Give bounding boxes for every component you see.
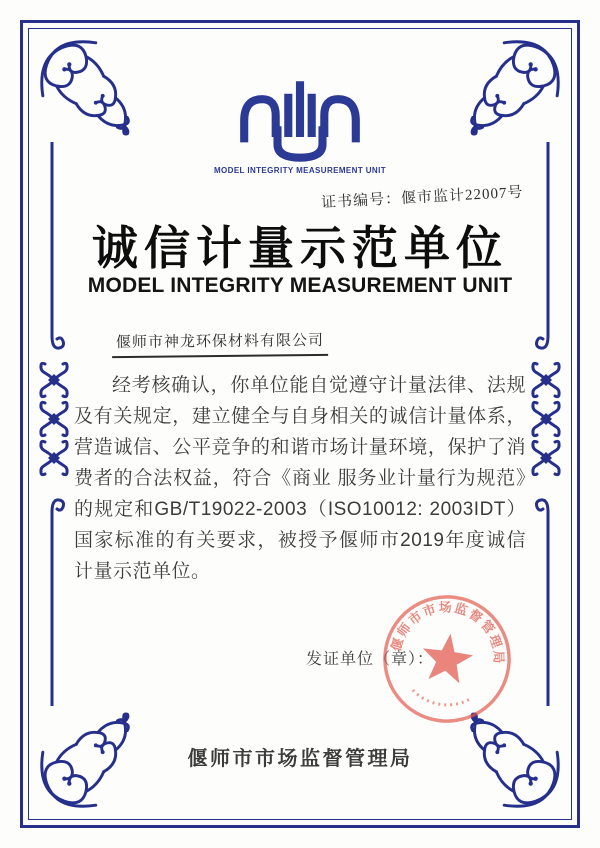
- page-title-english: MODEL INTEGRITY MEASUREMENT UNIT: [87, 274, 513, 297]
- certificate-number: [321, 181, 524, 213]
- issuer-label: 发证单位（章）：: [306, 651, 435, 668]
- logo-wordmark: MODEL INTEGRITY MEASUREMENT UNIT: [213, 166, 387, 175]
- certificate-number-value: 偃市监计22007号: [401, 184, 525, 208]
- butterfly-motif-icon: [32, 438, 76, 478]
- mim-emblem-icon: [225, 74, 375, 164]
- side-rail-icon: [46, 494, 66, 706]
- butterfly-motif-icon: [32, 399, 76, 439]
- corner-flourish-icon: [33, 33, 139, 139]
- butterfly-motif-icon: [32, 360, 76, 400]
- seal-arc-text: 偃师市市场监督管理局: [388, 599, 507, 666]
- issuing-authority-name: 偃师市市场监督管理局: [187, 748, 413, 770]
- certificate-number-label: 证书编号：: [321, 191, 403, 212]
- butterfly-motif-icon: [524, 399, 568, 439]
- corner-flourish-icon: [461, 33, 567, 139]
- official-seal-icon: [369, 581, 525, 737]
- page-title: 诚信计量示范单位: [92, 223, 508, 274]
- side-rail-icon: [534, 494, 554, 706]
- certificate-body-text: 经考核确认，你单位能自觉遵守计量法律、法规及有关规定，建立健全与自身相关的诚信计量体系，营造诚信、公平竞争的和谐市场计量环境，保护了消费者的合法权益，符合《商业 服务业计量行为规范》的规定和GB/T19022-2003（ISO10012: 2003IDT）国家标准的有关要求，被授予偃师市2019年度诚信计量示范单位。: [74, 375, 526, 582]
- recipient-company-name: 偃师市神龙环保材料有限公司: [112, 329, 328, 358]
- butterfly-motif-icon: [524, 360, 568, 400]
- butterfly-motif-icon: [524, 438, 568, 478]
